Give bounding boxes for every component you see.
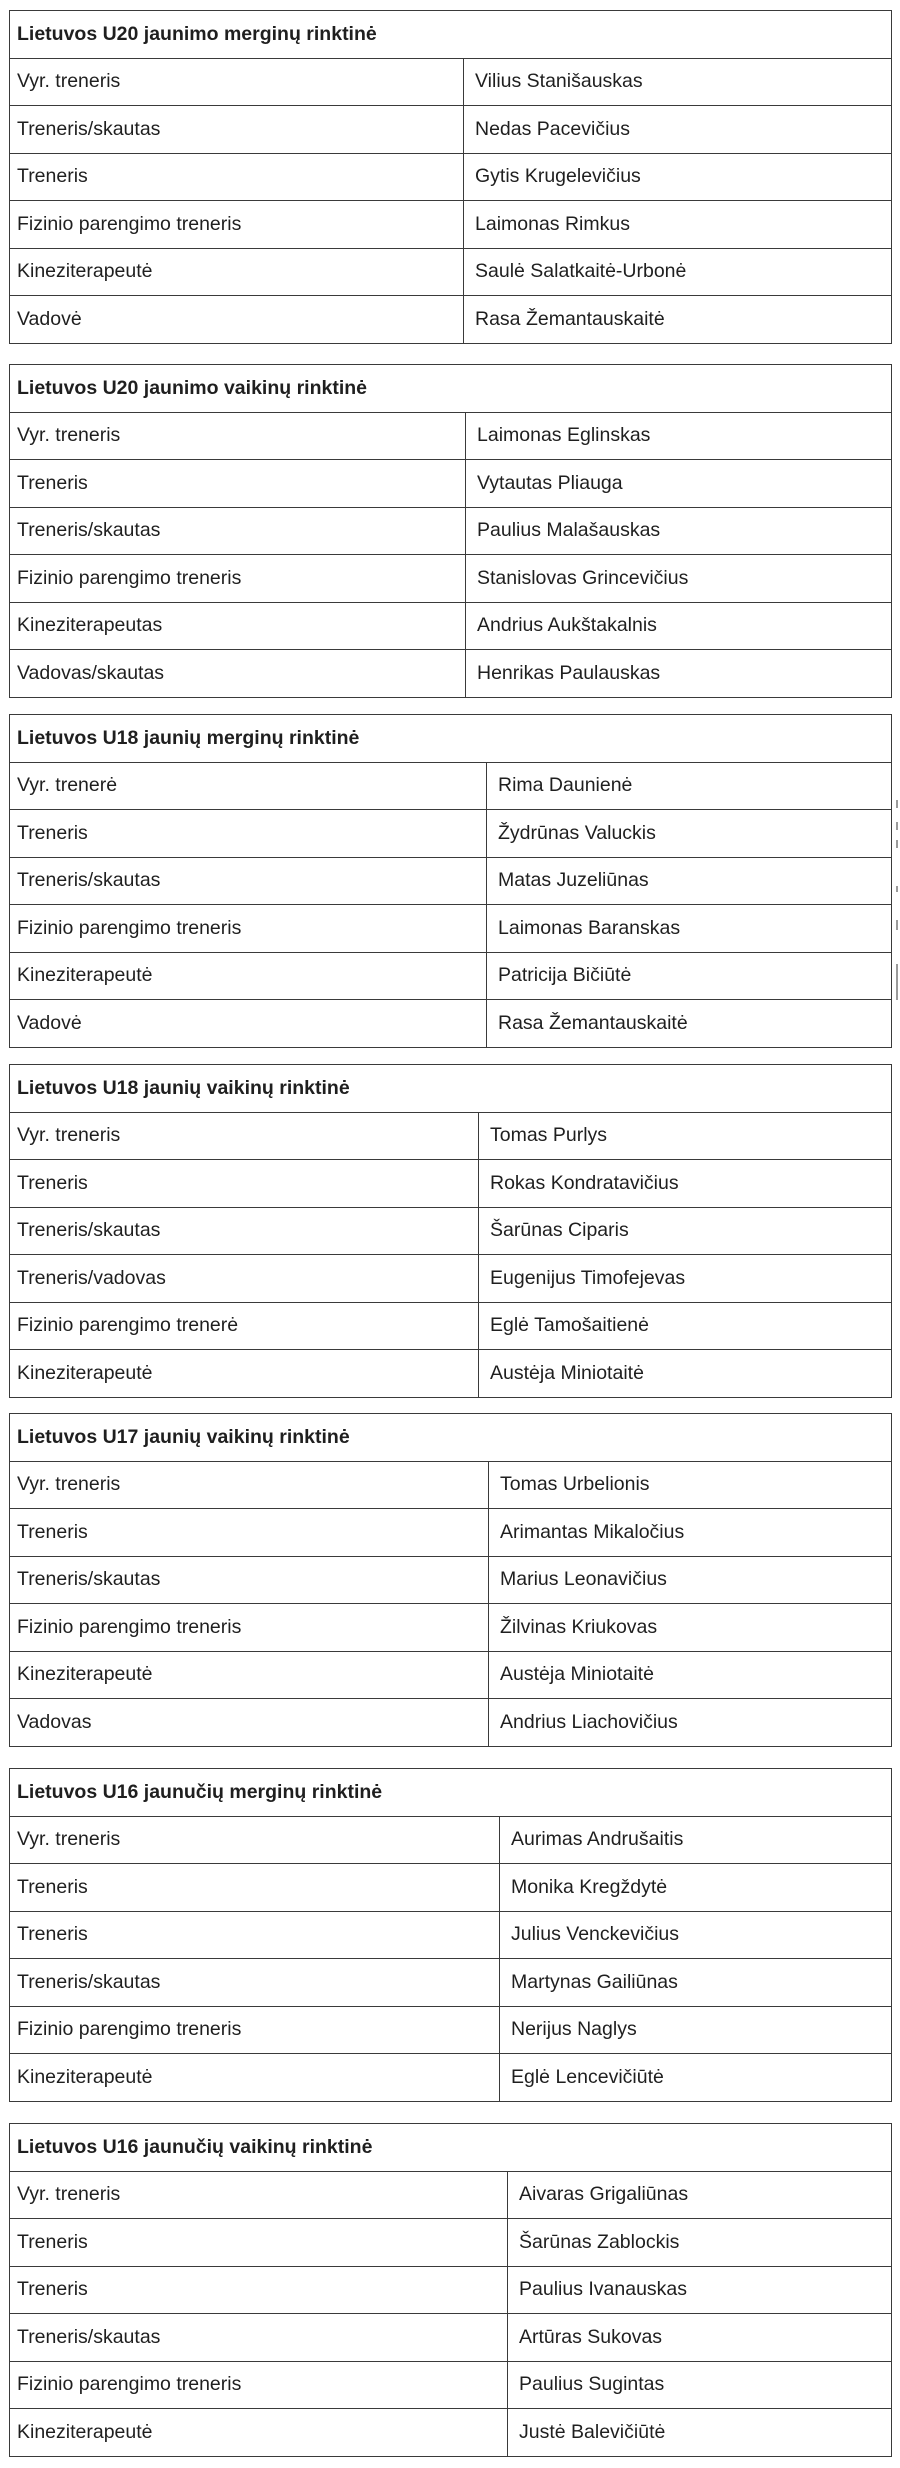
staff-role: Vyr. treneris: [10, 2171, 508, 2219]
staff-name: Andrius Liachovičius: [489, 1699, 892, 1747]
staff-row: [10, 1302, 892, 1350]
staff-role: Fizinio parengimo treneris: [10, 201, 464, 249]
staff-row: [10, 1651, 892, 1699]
staff-role: Vyr. treneris: [10, 1112, 479, 1160]
staff-name: Austėja Miniotaitė: [479, 1350, 892, 1398]
staff-name: Rima Daunienė: [487, 762, 892, 810]
team-title: Lietuvos U20 jaunimo vaikinų rinktinė: [10, 365, 892, 413]
staff-role: Treneris/skautas: [10, 106, 464, 154]
staff-name: Laimonas Baranskas: [487, 905, 892, 953]
staff-name: Justė Balevičiūtė: [508, 2409, 892, 2457]
team-title-row: [10, 1414, 892, 1462]
staff-row: [10, 952, 892, 1000]
staff-role: Treneris: [10, 1509, 489, 1557]
staff-role: Kineziterapeutas: [10, 602, 466, 650]
staff-row: [10, 2361, 892, 2409]
staff-role: Fizinio parengimo treneris: [10, 2361, 508, 2409]
staff-row: [10, 905, 892, 953]
team-title-row: [10, 11, 892, 59]
team-table: [9, 1064, 892, 1398]
staff-role: Vyr. treneris: [10, 1461, 489, 1509]
staff-role: Treneris: [10, 810, 487, 858]
staff-name: Nedas Pacevičius: [464, 106, 892, 154]
staff-row: [10, 1864, 892, 1912]
staff-row: [10, 1556, 892, 1604]
staff-name: Aurimas Andrušaitis: [500, 1816, 892, 1864]
staff-name: Rasa Žemantauskaitė: [464, 296, 892, 344]
staff-name: Laimonas Rimkus: [464, 201, 892, 249]
staff-name: Martynas Gailiūnas: [500, 1959, 892, 2007]
staff-row: [10, 1509, 892, 1557]
staff-row: [10, 1959, 892, 2007]
staff-name: Paulius Malašauskas: [466, 507, 892, 555]
staff-row: [10, 412, 892, 460]
staff-row: [10, 2314, 892, 2362]
staff-role: Vyr. trenerė: [10, 762, 487, 810]
staff-role: Treneris: [10, 1864, 500, 1912]
staff-role: Fizinio parengimo treneris: [10, 1604, 489, 1652]
staff-row: [10, 1604, 892, 1652]
staff-row: [10, 507, 892, 555]
staff-row: [10, 1350, 892, 1398]
staff-name: Gytis Krugelevičius: [464, 153, 892, 201]
staff-name: Andrius Aukštakalnis: [466, 602, 892, 650]
staff-role: Fizinio parengimo treneris: [10, 2006, 500, 2054]
staff-role: Treneris/skautas: [10, 1207, 479, 1255]
staff-row: [10, 762, 892, 810]
staff-row: [10, 248, 892, 296]
staff-role: Treneris: [10, 2266, 508, 2314]
team-table: [9, 714, 892, 1048]
staff-row: [10, 2054, 892, 2102]
team-table: [9, 10, 892, 344]
staff-name: Arimantas Mikaločius: [489, 1509, 892, 1557]
staff-name: Eugenijus Timofejevas: [479, 1255, 892, 1303]
staff-name: Julius Venckevičius: [500, 1911, 892, 1959]
staff-name: Eglė Lencevičiūtė: [500, 2054, 892, 2102]
staff-row: [10, 2409, 892, 2457]
team-title-row: [10, 2124, 892, 2172]
staff-role: Kineziterapeutė: [10, 248, 464, 296]
staff-row: [10, 857, 892, 905]
staff-row: [10, 810, 892, 858]
staff-role: Treneris/vadovas: [10, 1255, 479, 1303]
staff-row: [10, 296, 892, 344]
staff-role: Treneris/skautas: [10, 1556, 489, 1604]
staff-name: Austėja Miniotaitė: [489, 1651, 892, 1699]
staff-role: Kineziterapeutė: [10, 2409, 508, 2457]
staff-row: [10, 460, 892, 508]
staff-name: Vilius Stanišauskas: [464, 58, 892, 106]
edge-artifact-marks: [894, 800, 900, 1000]
staff-row: [10, 106, 892, 154]
staff-name: Nerijus Naglys: [500, 2006, 892, 2054]
staff-name: Stanislovas Grincevičius: [466, 555, 892, 603]
staff-role: Fizinio parengimo treneris: [10, 555, 466, 603]
staff-role: Vadovė: [10, 296, 464, 344]
staff-row: [10, 2266, 892, 2314]
staff-row: [10, 2171, 892, 2219]
staff-name: Matas Juzeliūnas: [487, 857, 892, 905]
staff-role: Treneris/skautas: [10, 1959, 500, 2007]
staff-role: Vadovas: [10, 1699, 489, 1747]
staff-role: Fizinio parengimo treneris: [10, 905, 487, 953]
staff-row: [10, 650, 892, 698]
staff-role: Vyr. treneris: [10, 1816, 500, 1864]
staff-name: Žydrūnas Valuckis: [487, 810, 892, 858]
staff-role: Kineziterapeutė: [10, 1651, 489, 1699]
staff-row: [10, 555, 892, 603]
staff-role: Treneris/skautas: [10, 507, 466, 555]
staff-row: [10, 1255, 892, 1303]
staff-role: Treneris: [10, 460, 466, 508]
team-table: [9, 2123, 892, 2457]
staff-row: [10, 1112, 892, 1160]
staff-row: [10, 1699, 892, 1747]
staff-row: [10, 1461, 892, 1509]
staff-row: [10, 58, 892, 106]
staff-role: Treneris: [10, 153, 464, 201]
staff-role: Treneris: [10, 1911, 500, 1959]
staff-row: [10, 1207, 892, 1255]
staff-name: Monika Kregždytė: [500, 1864, 892, 1912]
team-title-row: [10, 1769, 892, 1817]
staff-name: Patricija Bičiūtė: [487, 952, 892, 1000]
staff-row: [10, 1000, 892, 1048]
staff-row: [10, 2006, 892, 2054]
team-table: [9, 1413, 892, 1747]
team-table: [9, 364, 892, 698]
staff-row: [10, 602, 892, 650]
team-title: Lietuvos U16 jaunučių vaikinų rinktinė: [10, 2124, 892, 2172]
team-table: [9, 1768, 892, 2102]
staff-role: Vyr. treneris: [10, 58, 464, 106]
staff-role: Kineziterapeutė: [10, 952, 487, 1000]
staff-name: Vytautas Pliauga: [466, 460, 892, 508]
staff-role: Treneris/skautas: [10, 2314, 508, 2362]
staff-name: Šarūnas Ciparis: [479, 1207, 892, 1255]
staff-name: Saulė Salatkaitė-Urbonė: [464, 248, 892, 296]
staff-role: Fizinio parengimo trenerė: [10, 1302, 479, 1350]
staff-role: Kineziterapeutė: [10, 2054, 500, 2102]
staff-name: Laimonas Eglinskas: [466, 412, 892, 460]
staff-row: [10, 153, 892, 201]
staff-name: Henrikas Paulauskas: [466, 650, 892, 698]
staff-role: Kineziterapeutė: [10, 1350, 479, 1398]
staff-name: Paulius Sugintas: [508, 2361, 892, 2409]
staff-name: Artūras Sukovas: [508, 2314, 892, 2362]
team-title: Lietuvos U18 jaunių merginų rinktinė: [10, 715, 892, 763]
team-title: Lietuvos U17 jaunių vaikinų rinktinė: [10, 1414, 892, 1462]
staff-role: Treneris: [10, 2219, 508, 2267]
team-title-row: [10, 1065, 892, 1113]
team-title: Lietuvos U18 jaunių vaikinų rinktinė: [10, 1065, 892, 1113]
staff-role: Vadovė: [10, 1000, 487, 1048]
staff-name: Žilvinas Kriukovas: [489, 1604, 892, 1652]
team-title: Lietuvos U20 jaunimo merginų rinktinė: [10, 11, 892, 59]
staff-name: Marius Leonavičius: [489, 1556, 892, 1604]
team-title-row: [10, 365, 892, 413]
staff-name: Rokas Kondratavičius: [479, 1160, 892, 1208]
staff-role: Vadovas/skautas: [10, 650, 466, 698]
staff-row: [10, 1160, 892, 1208]
staff-role: Vyr. treneris: [10, 412, 466, 460]
staff-row: [10, 2219, 892, 2267]
staff-role: Treneris: [10, 1160, 479, 1208]
staff-row: [10, 1911, 892, 1959]
staff-name: Šarūnas Zablockis: [508, 2219, 892, 2267]
staff-role: Treneris/skautas: [10, 857, 487, 905]
staff-name: Rasa Žemantauskaitė: [487, 1000, 892, 1048]
staff-name: Tomas Purlys: [479, 1112, 892, 1160]
staff-name: Aivaras Grigaliūnas: [508, 2171, 892, 2219]
staff-name: Tomas Urbelionis: [489, 1461, 892, 1509]
team-title-row: [10, 715, 892, 763]
staff-row: [10, 201, 892, 249]
staff-name: Paulius Ivanauskas: [508, 2266, 892, 2314]
staff-row: [10, 1816, 892, 1864]
team-title: Lietuvos U16 jaunučių merginų rinktinė: [10, 1769, 892, 1817]
staff-name: Eglė Tamošaitienė: [479, 1302, 892, 1350]
